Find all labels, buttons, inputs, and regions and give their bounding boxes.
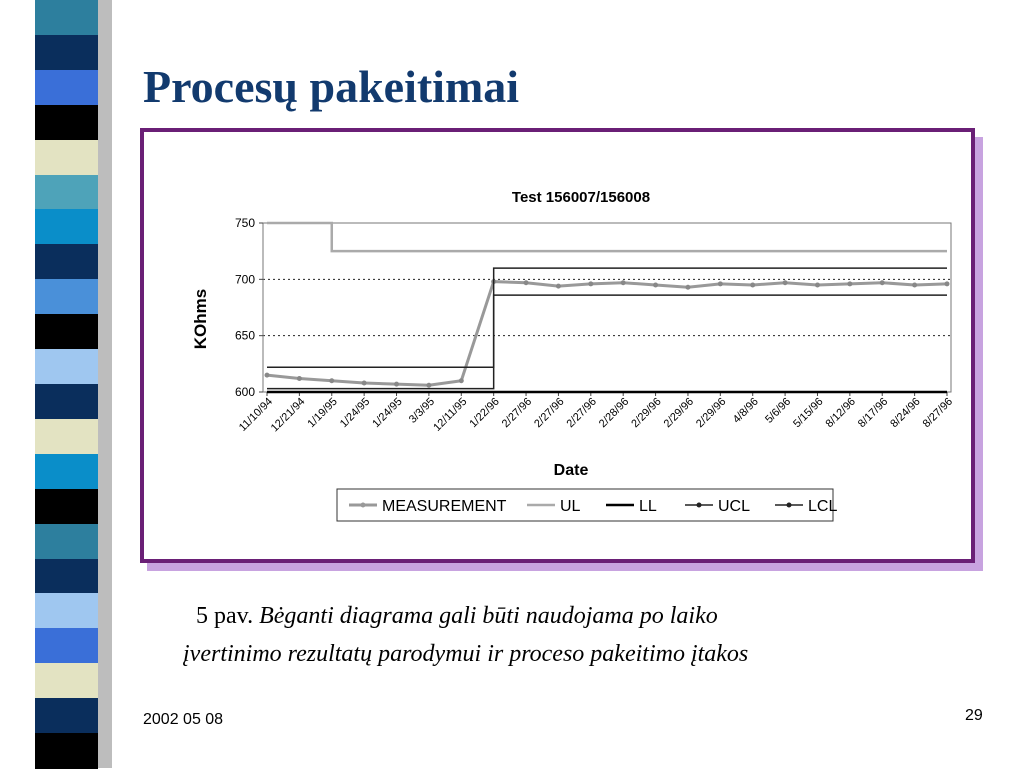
measurement-point [815,282,820,287]
y-tick-label: 600 [234,385,255,399]
grid [263,279,951,335]
stripe-block [35,698,98,734]
legend-label: LCL [808,498,838,515]
legend-label: UCL [718,498,751,515]
x-tick-label: 2/28/96 [596,395,632,431]
x-tick-label: 8/27/96 [920,395,956,431]
caption-prefix: 5 pav. [196,603,260,629]
measurement-point [847,281,852,286]
measurement-point [556,284,561,289]
stripe-block [35,593,98,629]
series-line-measurement [267,282,947,386]
legend-marker [787,503,792,508]
measurement-point [459,378,464,383]
chart-frame [140,128,975,563]
stripe-block [35,0,98,36]
series-line-ul [267,223,947,251]
stripe-block [35,524,98,560]
stripe-block [35,489,98,525]
stripe-block [35,140,98,176]
axes [235,216,955,434]
series-group [265,223,950,392]
legend-label: MEASUREMENT [382,498,507,515]
x-tick-label: 5/6/96 [763,395,794,426]
measurement-point [912,282,917,287]
measurement-point [653,282,658,287]
x-tick-label: 12/11/95 [431,395,470,434]
stripe-block [35,314,98,350]
stripe-block [35,454,98,490]
legend-marker [697,503,702,508]
stripe-block [35,105,98,141]
measurement-point [750,282,755,287]
stripe-block [35,209,98,245]
measurement-point [880,280,885,285]
footer-date: 2002 05 08 [143,711,224,728]
legend-label: LL [639,498,657,515]
stripe-block [35,628,98,664]
measurement-point [265,373,270,378]
measurement-point [588,281,593,286]
measurement-point [783,280,788,285]
x-tick-label: 2/29/96 [661,395,697,431]
x-tick-label: 8/24/96 [888,395,923,431]
x-tick-label: 2/27/96 [499,395,535,431]
stripe-block [35,419,98,455]
measurement-point [621,280,626,285]
stripe-block [35,175,98,211]
x-tick-label: 2/29/96 [629,395,664,431]
x-tick-label: 1/24/95 [337,395,373,431]
measurement-point [329,378,334,383]
legend-label: UL [560,498,581,515]
stripe-block [35,244,98,280]
x-tick-label: 3/3/95 [406,395,438,426]
stripe-block [35,70,98,106]
x-tick-label: 5/15/96 [791,395,826,431]
x-tick-label: 4/8/96 [730,395,761,426]
caption-line1: Bėganti diagrama gali būti naudojama po laiko [259,603,718,629]
y-axis-label: KOhms [191,288,210,350]
x-tick-label: 11/10/94 [236,395,276,434]
x-tick-label: 8/12/96 [823,395,858,431]
stripe-block [35,559,98,595]
measurement-point [718,281,723,286]
caption-line2: įvertinimo rezultatų parodymui ir proceso pakeitimo įtakos [183,641,749,667]
measurement-point [394,382,399,387]
x-tick-label: 1/24/95 [370,395,405,431]
measurement-point [426,383,431,388]
legend-marker [361,503,366,508]
chart-svg [144,132,971,559]
stripe-block [35,663,98,699]
x-tick-label: 1/22/96 [467,395,502,431]
y-tick-label: 750 [234,216,255,230]
x-tick-label: 2/29/96 [694,395,729,431]
stripe-shadow [98,0,112,768]
stripe-block [35,279,98,315]
stripe-block [35,733,98,769]
chart-title: Test 156007/156008 [511,189,651,206]
stripe-block [35,349,98,385]
measurement-point [945,281,950,286]
x-axis-label: Date [553,462,589,479]
page-number: 29 [965,707,983,724]
measurement-point [297,376,302,381]
measurement-point [362,380,367,385]
decorative-stripe [35,0,98,768]
slide-title: Procesų pakeitimai [143,61,520,112]
stripe-block [35,35,98,71]
x-tick-label: 1/19/95 [305,395,340,431]
x-tick-label: 8/17/96 [855,395,891,431]
x-tick-label: 2/27/96 [532,395,567,431]
stripe-block [35,384,98,420]
measurement-point [685,285,690,290]
series-line-lcl [267,295,947,389]
y-tick-label: 700 [234,272,255,287]
y-tick-label: 650 [234,328,255,343]
x-tick-label: 2/27/96 [564,395,599,431]
x-tick-label: 12/21/94 [268,395,308,435]
legend [337,489,837,521]
measurement-point [524,280,529,285]
